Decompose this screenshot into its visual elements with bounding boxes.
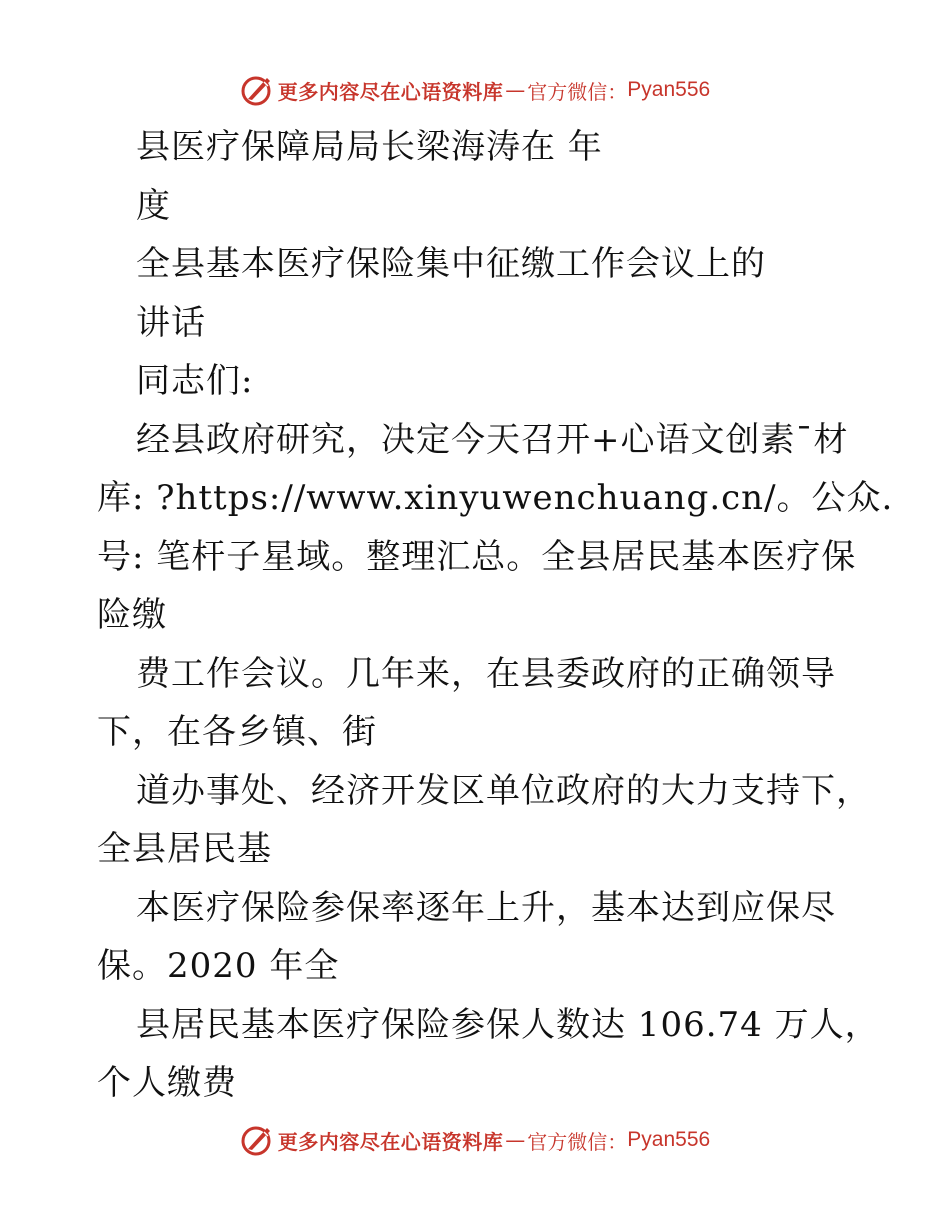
banner-separator: — <box>505 1128 526 1152</box>
banner-wechat-label: 官方微信： <box>527 79 628 104</box>
title-line-4: 讲话 <box>136 302 206 343</box>
body-line: 经县政府研究，决定今天召开+心语文创素¯材 <box>136 419 849 460</box>
body-line: 个人缴费 <box>97 1063 237 1103</box>
body-line: 下，在各乡镇、街 <box>97 712 377 752</box>
title-line-2: 度 <box>136 185 171 226</box>
header-banner <box>0 70 950 110</box>
quill-logo-icon <box>240 73 274 107</box>
body-line: 道办事处、经济开发区单位政府的大力支持下， <box>136 770 871 811</box>
title-line-1: 县医疗保障局局长梁海涛在 年 <box>136 127 603 167</box>
body-line: 险缴 <box>97 595 167 635</box>
quill-logo-icon <box>240 1123 274 1157</box>
body-line: 号: 笔杆子星域。整理汇总。全县居民基本医疗保 <box>97 536 857 577</box>
footer-banner <box>0 1120 950 1160</box>
document-body <box>97 118 894 1113</box>
banner-wechat-id: Pyan556 <box>627 1128 711 1151</box>
body-line: 本医疗保险参保率逐年上升，基本达到应保尽 <box>136 887 836 928</box>
banner-separator: — <box>505 78 526 102</box>
body-line: 保。2020 年全 <box>97 946 340 986</box>
body-line: 费工作会议。几年来，在县委政府的正确领导 <box>136 653 836 694</box>
banner-wechat-id: Pyan556 <box>627 78 711 101</box>
body-line: 库: ?https://www.xinyuwenchuang.cn/。公众. <box>97 478 894 518</box>
body-line: 县居民基本医疗保险参保人数达 106.74 万人， <box>136 1004 880 1045</box>
salutation: 同志们: <box>136 361 254 401</box>
banner-wechat-label: 官方微信： <box>527 1129 628 1154</box>
banner-main-text: 更多内容尽在心语资料库 <box>277 1129 504 1154</box>
title-line-3: 全县基本医疗保险集中征缴工作会议上的 <box>136 244 766 284</box>
banner-main-text: 更多内容尽在心语资料库 <box>277 79 504 104</box>
body-line: 全县居民基 <box>97 829 272 869</box>
